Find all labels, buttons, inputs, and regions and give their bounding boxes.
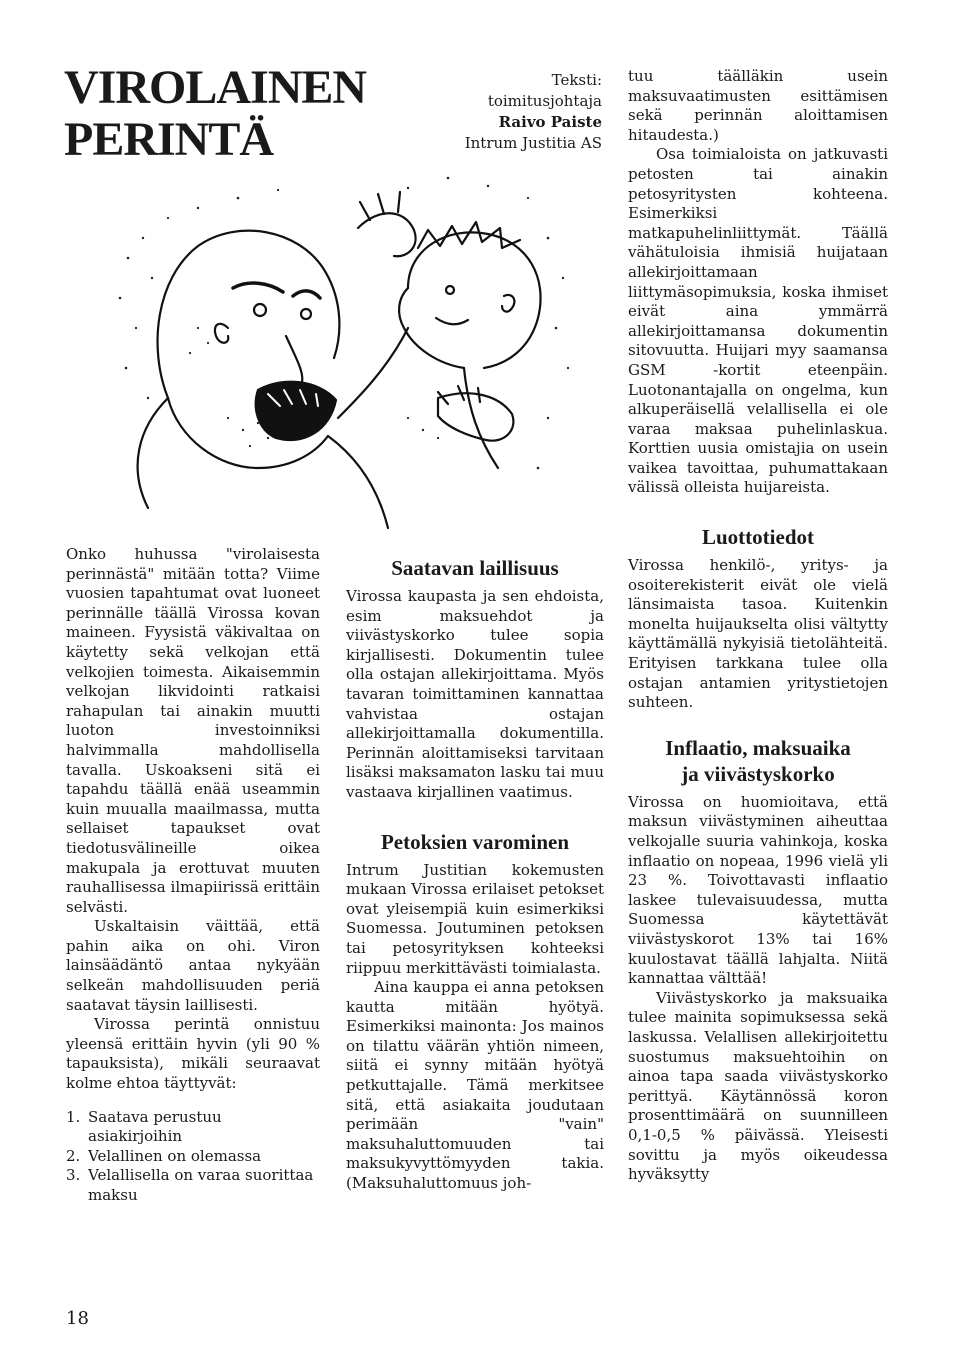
paragraph: Virossa perintä onnistuu yleensä erittäin hyvin (yli 90 % tapauksista), mikäli seuraavat kolme ehtoa täyttyvät:: [66, 1015, 320, 1093]
paragraph: Virossa on huomioitava, että maksun viivästyminen aiheuttaa velkojalle suuria vahinkoja, koska inflaatio on nopeaa, 1996 vielä yli 23 %. Toivottavasti inflaatio laskee tulevaisuudessa, mutta Suomessa käytettävät viivästyskorot 13% tai 16% kuulostavat täällä lahjalta. Niitä kannattaa välttää!: [628, 792, 888, 988]
paragraph: Intrum Justitian kokemusten mukaan Virossa erilaiset petokset ovat yleisempiä kuin esimerkiksi Suomessa. Joutuminen petoksen tai petosyrityksen kohteeksi riippuu merkittävästi toimialasta.: [346, 860, 604, 977]
paragraph: Osa toimialoista on jatkuvasti petosten tai ainakin petosyritysten kohteena. Esimerkiksi matkapuhelinliittymät. Täällä vähätuloisia ihmisiä huijataan allekirjoittamaan liittymäsopimuksia, koska ihmiset eivät aina ymmärrä allekirjoittamansa dokumentin sitovuutta. Huijari myy saamansa GSM -kortit eteenpäin. Luotonantajalla on ongelma, kun alkuperäisellä velallisella ei ole varaa maksaa puhelinlaskua. Korttien uusia omistajia on usein vaikea tavoittaa, puhumattakaan välissä olleista huijareista.: [628, 145, 888, 497]
byline-role: toimitusjohtaja: [487, 92, 602, 110]
column-2: [346, 555, 604, 1194]
paragraph: Uskaltaisin väittää, että pahin aika on ohi. Viron lainsäädäntö antaa nykyään selkeän mahdollisuuden periä saatavat täysin laillisesti.: [66, 917, 320, 1014]
paragraph: Viivästyskorko ja maksuaika tulee mainita sopimuksessa sekä laskussa. Velallisen allekirjoitettu suostumus maksuehtoihin on ainoa tapa saada viivästyskorko perittyä. Käytännössä koron prosenttimäärä on suunnilleen 0,1-0,5 % päivässä. Yleisesti sovittu ja myös oikeudessa hyväksytty: [628, 988, 888, 1184]
column-1: [66, 545, 320, 1206]
list-text: Velallinen on olemassa: [88, 1146, 262, 1165]
intro-paragraph: Onko huhussa "virolaisesta perinnästä" mitään totta? Viime vuosien tapahtumat ovat luoneet perinnälle täällä Virossa kovan maineen. Fyysistä väkivaltaa on käytetty sekä velkojan että velkojien toimesta. Aikaisemmin velkojan likvidointi ratkaisi rahapulan tai ainakin muutti luoton investoinniksi halvimmalla mahdollisella tavalla. Uskoakseni sitä ei tapahdu täällä enää useammin kuin muualla maailmassa, mutta sellaiset tapaukset ovat tiedotusvälineille oikea makupala ja erottuvat muuten rauhallisessa ilmapiirissä erittäin selvästi.: [66, 545, 320, 916]
list-item: [66, 1166, 320, 1205]
list-text: Saatava perustuu asiakirjoihin: [88, 1107, 222, 1146]
byline: [448, 70, 602, 154]
conditions-list: [66, 1108, 320, 1206]
section-heading: Saatavan laillisuus: [391, 556, 559, 580]
list-text: Velallisella on varaa suorittaa maksu: [88, 1166, 314, 1204]
title-line-1: VIROLAINEN: [64, 61, 367, 114]
title-line-2: PERINTÄ: [64, 113, 274, 166]
list-number: 2.: [66, 1146, 81, 1165]
paragraph: Virossa kaupasta ja sen ehdoista, esim maksuehdot ja viivästyskorko tulee sopia kirjallisesti. Dokumentin tulee olla ostajan allekirjoittama. Myös tavaran toimittaminen kannattaa vahvistaa ostajan allekirjoittamalla dokumentilla. Perinnän aloittamiseksi tarvitaan lisäksi maksamaton lasku tai muu vastaava kirjallinen vaatimus.: [346, 587, 604, 801]
paragraph: Aina kauppa ei anna petoksen kautta mitään hyötyä. Esimerkiksi mainonta: Jos mainos on tilattu väärän yhtiön nimeen, siitä ei synny mitään hyötyä petkuttajalle. Tämä merkitsee sitä, että asiakaita joudutaan perimään "vain" maksuhaluttomuuden tai maksukyvyttömyyden takia. (Maksuhaluttomuus joh-: [346, 978, 604, 1193]
byline-label: Teksti:: [551, 71, 602, 89]
article-title: [64, 62, 424, 166]
paragraph: Virossa henkilö-, yritys- ja osoiterekisterit eivät ole vielä länsimaista tasoa. Kuitenkin monelta huijaukselta olisi vältytty käyttämällä nykyisiä tietolähteitä. Erityisen tarkkana tulee olla ostajan antamien yritystietojen suhteen.: [628, 556, 888, 712]
page-number: 18: [66, 1308, 89, 1329]
byline-author: Raivo Paiste: [498, 113, 602, 131]
byline-company: Intrum Justitia AS: [464, 134, 602, 152]
list-item: [66, 1147, 320, 1167]
section-heading: Luottotiedot: [702, 525, 814, 550]
heading-line-1: Inflaatio, maksuaika: [665, 735, 851, 760]
hands: [358, 192, 513, 441]
list-item: [66, 1108, 320, 1147]
list-number: 3.: [66, 1166, 81, 1185]
angry-man: [138, 231, 388, 528]
cartoon-illustration: [108, 168, 608, 548]
section-heading: [628, 735, 888, 787]
column-3: [628, 67, 888, 1185]
speckle-dots: [119, 177, 569, 470]
section-heading: Petoksien varominen: [380, 829, 570, 854]
paragraph: tuu täälläkin usein maksuvaatimusten esittämisen sekä perinnän aloittamisen hitaudesta.): [628, 67, 888, 144]
list-number: 1.: [66, 1107, 81, 1126]
heading-line-2: ja viivästyskorko: [681, 761, 835, 786]
